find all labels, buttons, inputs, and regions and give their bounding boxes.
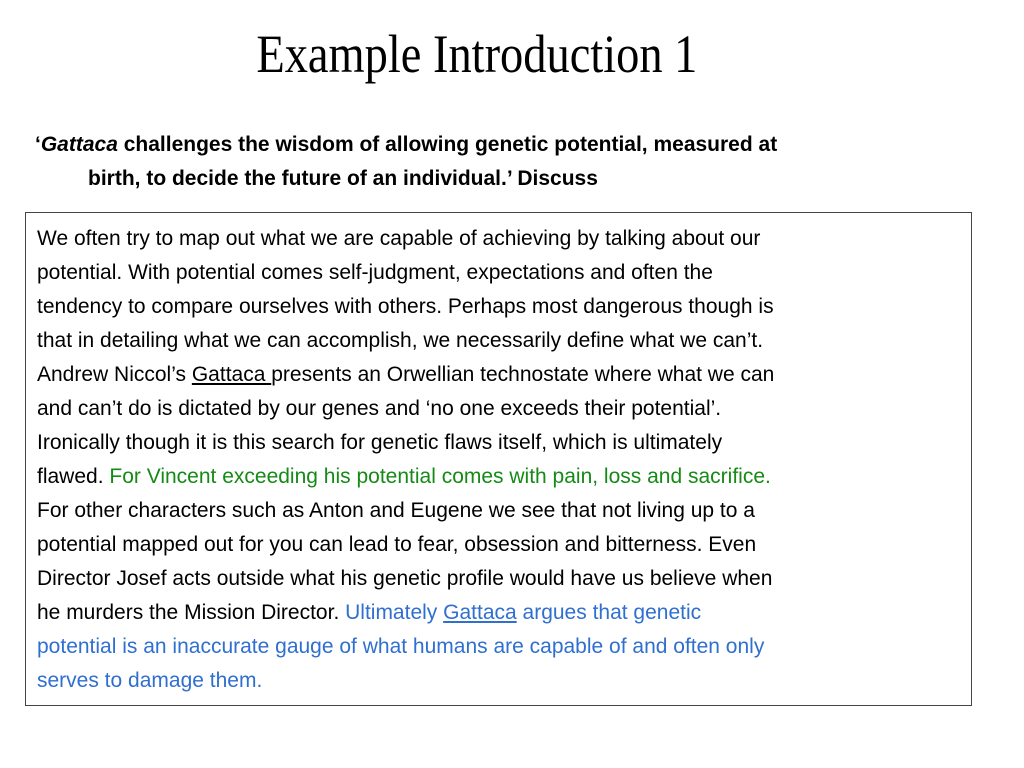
slide-title: Example Introduction 1 — [256, 24, 698, 84]
essay-line-5-pre: Andrew Niccol’s — [37, 363, 192, 386]
essay-line-8-pre: flawed. — [37, 465, 110, 488]
essay-line-10: potential mapped out for you can lead to fear, obsession and bitterness. Even — [37, 533, 757, 556]
essay-line-7: Ironically though it is this search for genetic flaws itself, which is ultimately — [37, 431, 723, 454]
essay-line-2: potential. With potential comes self-judgment, expectations and often the — [37, 261, 713, 284]
essay-line-13: potential is an inaccurate gauge of what humans are capable of and often only — [37, 635, 765, 658]
essay-line-9: For other characters such as Anton and Eugene we see that not living up to a — [37, 499, 755, 522]
essay-film-title: Gattaca — [191, 363, 272, 386]
prompt-open-quote: ‘ — [35, 133, 41, 156]
essay-conclusion-blue-end: argues that genetic — [516, 601, 702, 624]
essay-line-12-pre: he murders the Mission Director. — [37, 601, 346, 624]
essay-film-title-2: Gattaca — [443, 601, 517, 624]
essay-line-12 — [37, 596, 961, 630]
essay-line-14: serves to damage them. — [37, 669, 263, 692]
essay-line-4: that in detailing what we can accomplish, we necessarily define what we can’t. — [37, 329, 764, 352]
essay-line-3: tendency to compare ourselves with others. Perhaps most dangerous though is — [37, 295, 774, 318]
essay-thesis-green: For Vincent exceeding his potential comes with pain, loss and sacrifice. — [109, 465, 771, 488]
essay-line-5 — [37, 358, 961, 392]
prompt-line-2: birth, to decide the future of an individual.’ Discuss — [88, 167, 598, 190]
essay-line-1: We often try to map out what we are capable of achieving by talking about our — [37, 227, 761, 250]
essay-line-8 — [37, 460, 961, 494]
prompt-line-1-text: challenges the wisdom of allowing genetic potential, measured at — [117, 133, 778, 156]
essay-text-box — [25, 212, 972, 706]
essay-conclusion-blue-start: Ultimately — [345, 601, 444, 624]
essay-line-11: Director Josef acts outside what his genetic profile would have us believe when — [37, 567, 773, 590]
prompt-line-1 — [35, 128, 975, 162]
essay-line-5-post: presents an Orwellian technostate where what we can — [271, 363, 775, 386]
prompt-work-title: Gattaca — [40, 133, 118, 156]
essay-prompt — [35, 128, 975, 196]
essay-line-6: and can’t do is dictated by our genes and ‘no one exceeds their potential’. — [37, 397, 722, 420]
